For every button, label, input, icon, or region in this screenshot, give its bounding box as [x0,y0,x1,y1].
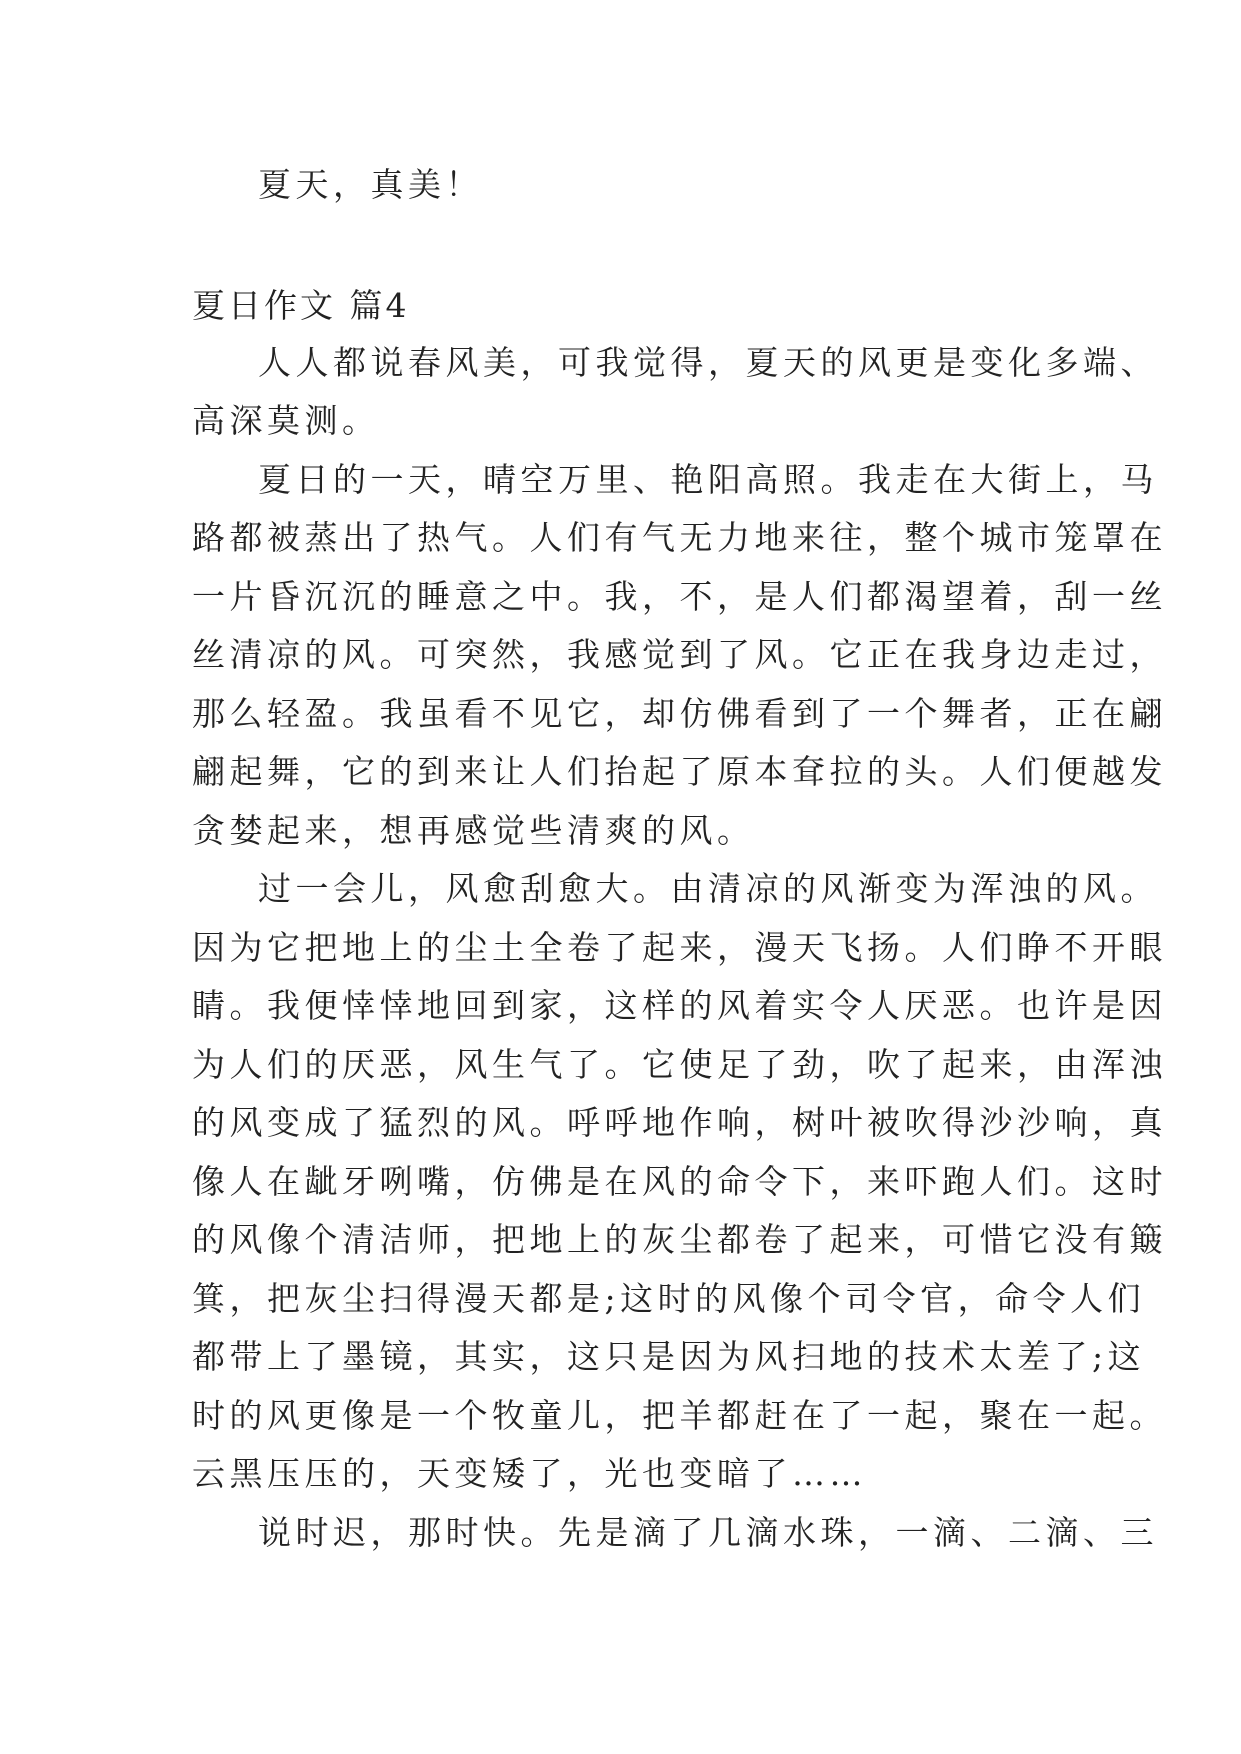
paragraph-line: 的风像个清洁师，把地上的灰尘都卷了起来，可惜它没有簸 [192,1220,1167,1259]
paragraph-line: 箕，把灰尘扫得漫天都是;这时的风像个司令官，命令人们 [192,1279,1146,1318]
paragraph-line: 高深莫测。 [192,401,380,440]
paragraph-line: 过一会儿，风愈刮愈大。由清凉的风渐变为浑浊的风。 [258,869,1158,908]
paragraph-line: 说时迟，那时快。先是滴了几滴水珠，一滴、二滴、三 [258,1513,1158,1552]
paragraph-line: 一片昏沉沉的睡意之中。我，不，是人们都渴望着，刮一丝 [192,577,1167,616]
paragraph-line: 人人都说春风美，可我觉得，夏天的风更是变化多端、 [258,343,1158,382]
closing-line: 夏天，真美！ [258,165,483,204]
paragraph-line: 贪婪起来，想再感觉些清爽的风。 [192,811,755,850]
paragraph-line: 像人在龇牙咧嘴，仿佛是在风的命令下，来吓跑人们。这时 [192,1162,1167,1201]
paragraph-line: 丝清凉的风。可突然，我感觉到了风。它正在我身边走过， [192,635,1167,674]
paragraph-line: 那么轻盈。我虽看不见它，却仿佛看到了一个舞者，正在翩 [192,694,1167,733]
paragraph-line: 睛。我便悻悻地回到家，这样的风着实令人厌恶。也许是因 [192,986,1167,1025]
paragraph-line: 翩起舞，它的到来让人们抬起了原本耷拉的头。人们便越发 [192,752,1167,791]
paragraph-line: 都带上了墨镜，其实，这只是因为风扫地的技术太差了;这 [192,1337,1146,1376]
paragraph-line: 因为它把地上的尘土全卷了起来，漫天飞扬。人们睁不开眼 [192,928,1167,967]
essay-heading: 夏日作文 篇4 [192,286,410,325]
paragraph-line: 夏日的一天，晴空万里、艳阳高照。我走在大街上，马 [258,460,1158,499]
paragraph-line: 的风变成了猛烈的风。呼呼地作响，树叶被吹得沙沙响，真 [192,1103,1167,1142]
paragraph-line: 路都被蒸出了热气。人们有气无力地来往，整个城市笼罩在 [192,518,1167,557]
paragraph-line: 时的风更像是一个牧童儿，把羊都赶在了一起，聚在一起。 [192,1396,1167,1435]
paragraph-line: 云黑压压的，天变矮了，光也变暗了…… [192,1454,867,1493]
paragraph-line: 为人们的厌恶，风生气了。它使足了劲，吹了起来，由浑浊 [192,1045,1167,1084]
